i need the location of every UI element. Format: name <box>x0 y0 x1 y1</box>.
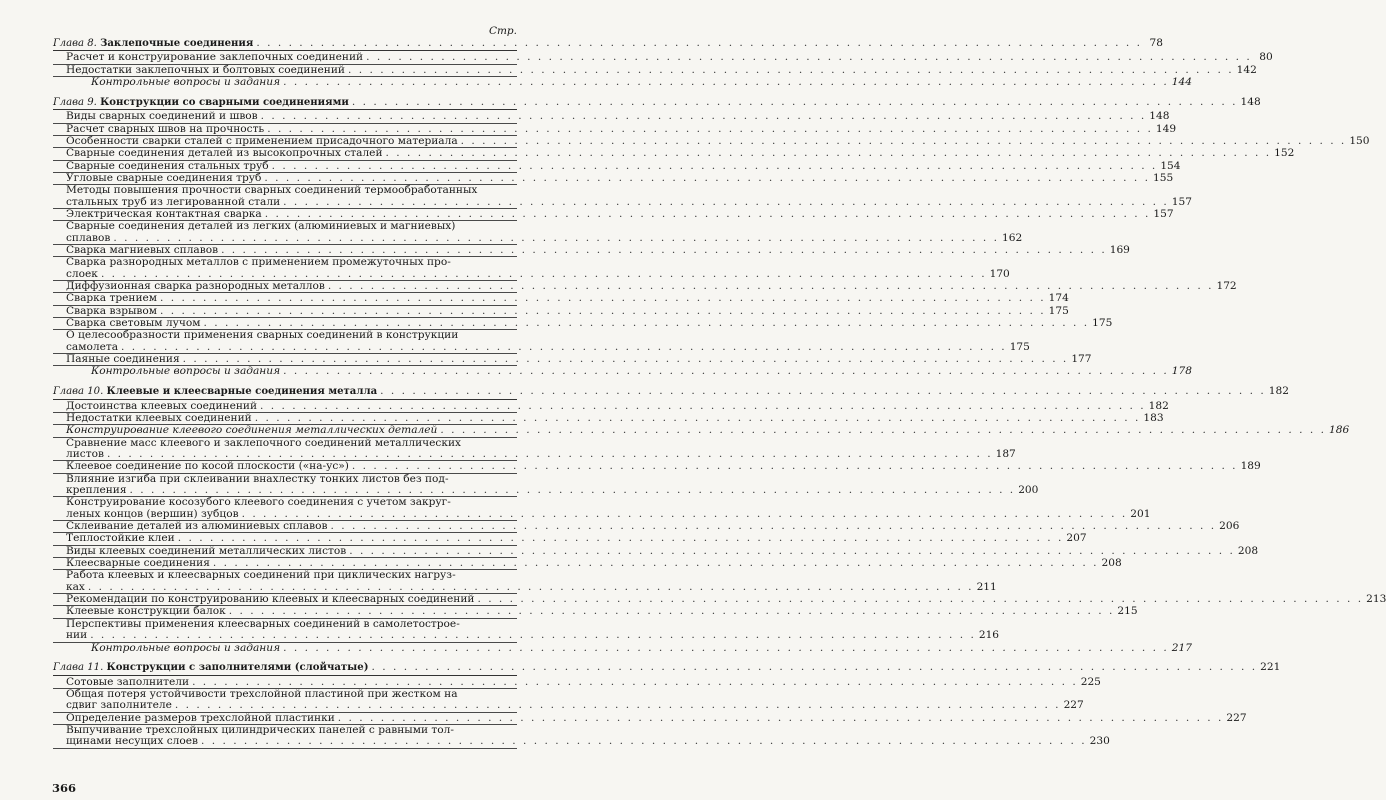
entry-page: 227 <box>1226 711 1247 724</box>
leader-dots <box>352 97 1238 108</box>
leader-dots <box>213 558 1099 569</box>
leader-dots <box>88 582 974 593</box>
entry-text: слоек <box>66 267 98 280</box>
entry-page: 152 <box>1274 147 1295 160</box>
leader-dots <box>175 700 1061 711</box>
toc-entry <box>53 147 1295 160</box>
entry-text: сплавов <box>66 231 111 244</box>
entry-text: стальных труб из легированной стали <box>66 195 281 208</box>
entry-page: 150 <box>1349 134 1370 147</box>
entry-text: сдвиг заполнителе <box>66 699 172 712</box>
entry-page: 215 <box>1117 605 1138 618</box>
toc-entry-line1: Конструирование косозубого клеевого соединения с учетом закруг- <box>66 496 451 509</box>
leader-dots <box>178 533 1064 544</box>
toc-entry <box>53 292 1069 305</box>
entry-page: 206 <box>1219 520 1240 533</box>
leader-dots <box>256 38 1142 49</box>
leader-dots <box>352 461 1238 472</box>
entry-page: 154 <box>1160 159 1181 172</box>
toc-entry-line1: Сварка разнородных металлов с применением промежуточных про- <box>66 256 451 269</box>
entry-page: 177 <box>1071 353 1092 366</box>
entry-text: щинами несущих слоев <box>66 735 198 748</box>
leader-dots <box>242 509 1128 520</box>
chapter-page: 148 <box>1240 95 1261 108</box>
chapter-prefix: Глава 8. <box>53 38 97 49</box>
entry-text: Определение размеров трехслойной пластинки <box>66 711 335 724</box>
leader-dots <box>267 124 1153 135</box>
page-column-header: Стр. <box>488 25 517 37</box>
leader-dots <box>130 485 1016 496</box>
chapter-title <box>53 95 1261 110</box>
entry-page: 155 <box>1153 171 1174 184</box>
toc-entry <box>53 76 1192 89</box>
leader-dots <box>477 594 1363 605</box>
entry-page: 175 <box>1092 317 1113 330</box>
leader-dots <box>338 713 1224 724</box>
leader-dots <box>265 209 1151 220</box>
entry-page: 186 <box>1329 424 1350 437</box>
toc-entry <box>53 110 1170 123</box>
entry-page: 162 <box>1002 231 1023 244</box>
leader-dots <box>348 65 1234 76</box>
toc-entry <box>53 365 1192 378</box>
entry-page: 208 <box>1101 557 1122 570</box>
entry-page: 217 <box>1171 641 1192 654</box>
entry-page: 178 <box>1171 365 1192 378</box>
toc-entry <box>53 532 1087 545</box>
entry-page: 213 <box>1366 593 1386 606</box>
leader-dots <box>328 281 1214 292</box>
toc-entry-line1: Сравнение масс клеевого и заклепочного соединений металлических <box>66 436 462 449</box>
entry-page: 208 <box>1237 544 1259 557</box>
chapter-prefix: Глава 10. <box>53 386 104 398</box>
entry-page: 157 <box>1153 207 1174 220</box>
entry-page: 207 <box>1066 532 1087 545</box>
toc-entry-line1: Перспективы применения клеесварных соединений в самолетострое- <box>66 617 460 630</box>
toc-entry-line1: О целесообразности применения сварных соединений в конструкции <box>66 329 459 342</box>
chapter-page: 182 <box>1268 385 1289 398</box>
chapter-prefix: Глава 11. <box>53 662 104 674</box>
entry-text: Сварные соединения деталей из высокопрочных сталей <box>66 147 383 160</box>
entry-text: Виды клеевых соединений металлических листов <box>66 544 347 557</box>
entry-text: Недостатки заклепочных и болтовых соединений <box>66 63 345 76</box>
entry-page: 157 <box>1171 195 1193 208</box>
leader-dots <box>101 269 987 280</box>
entry-page: 225 <box>1080 675 1101 688</box>
entry-page: 216 <box>978 629 1000 642</box>
entry-text: Паяные соединения <box>66 353 180 366</box>
entry-text: самолета <box>66 340 119 353</box>
entry-text: листов <box>66 448 104 460</box>
entry-text: Сварка трением <box>66 292 158 305</box>
entry-text: Особенности сварки сталей с применением присадочного материала <box>66 134 458 147</box>
leader-dots <box>386 148 1272 159</box>
entry-text: Рекомендации по конструированию клеевых и клеесварных соединений <box>66 593 475 606</box>
leader-dots <box>183 354 1069 365</box>
entry-text: Клеевые конструкции балок <box>66 605 226 618</box>
leader-dots <box>221 245 1107 256</box>
entry-text: Сотовые заполнители <box>66 675 190 688</box>
leader-dots <box>255 413 1141 424</box>
entry-page: 211 <box>976 580 997 593</box>
entry-text: ках <box>66 580 85 593</box>
table-of-contents <box>53 25 1386 757</box>
chapter-name: Конструкции с заполнителями (слойчатые) <box>106 662 369 674</box>
leader-dots <box>264 173 1150 184</box>
entry-page: 175 <box>1009 340 1030 353</box>
page-number: 366 <box>52 781 77 795</box>
toc-entry <box>53 424 1350 437</box>
entry-text: Виды сварных соединений и швов <box>66 110 258 123</box>
entry-page: 187 <box>995 448 1016 460</box>
leader-dots <box>113 233 999 244</box>
leader-dots <box>90 630 976 641</box>
entry-page: 169 <box>1109 244 1130 256</box>
leader-dots <box>330 521 1216 532</box>
toc-entry <box>53 629 1000 642</box>
leader-dots <box>380 386 1266 397</box>
entry-page: 170 <box>989 267 1010 280</box>
leader-dots <box>283 366 1169 377</box>
toc-entry <box>53 699 1084 712</box>
leader-dots <box>107 449 993 460</box>
entry-text: Сварка световым лучом <box>66 317 201 330</box>
entry-text: нии <box>66 629 88 642</box>
entry-page: 200 <box>1018 484 1039 497</box>
leader-dots <box>283 197 1169 208</box>
toc-entry <box>53 605 1138 618</box>
chapter-section <box>53 95 1370 378</box>
entry-page: 175 <box>1048 304 1069 317</box>
entry-page: 80 <box>1259 51 1273 64</box>
entry-page: 144 <box>1171 76 1192 89</box>
leader-dots <box>260 401 1146 412</box>
entry-page: 174 <box>1048 292 1069 305</box>
toc-body <box>53 37 1386 749</box>
entry-text: Достоинства клеевых соединений <box>66 399 258 412</box>
entry-page: 227 <box>1063 699 1084 712</box>
chapter-name: Заклепочные соединения <box>100 38 254 49</box>
chapter-title <box>53 385 1289 399</box>
entry-text: крепления <box>66 484 127 497</box>
chapter-prefix: Глава 9. <box>53 96 97 108</box>
leader-dots <box>461 136 1347 147</box>
chapter-section <box>53 385 1386 654</box>
toc-entry-line1: Сварные соединения деталей из легких (алюминиевых и магниевых) <box>66 220 456 233</box>
toc-entry <box>53 735 1110 748</box>
leader-dots <box>229 606 1115 617</box>
leader-dots <box>160 293 1046 304</box>
entry-text: Диффузионная сварка разнородных металлов <box>66 280 325 293</box>
entry-page: 230 <box>1089 735 1110 748</box>
entry-text: Склеивание деталей из алюминиевых сплавов <box>66 520 328 533</box>
entry-page: 142 <box>1236 63 1257 76</box>
toc-entry-line1: Методы повышения прочности сварных соединений термообработанных <box>66 184 478 197</box>
entry-text: Клеевое соединение по косой плоскости («на-ус») <box>66 460 349 473</box>
toc-entry-line1: Выпучивание трехслойных цилиндрических панелей с равными тол- <box>66 724 454 737</box>
leader-dots <box>201 736 1087 747</box>
toc-entry <box>53 51 1273 64</box>
entry-text: Клеесварные соединения <box>66 557 210 570</box>
leader-dots <box>121 342 1007 353</box>
chapter-name: Конструкции со сварными соединениями <box>100 96 349 108</box>
entry-text: Недостатки клеевых соединений <box>66 411 252 424</box>
leader-dots <box>192 677 1078 688</box>
chapter-title <box>53 661 1281 675</box>
chapter-name: Клеевые и клеесварные соединения металла <box>106 386 378 398</box>
leader-dots <box>283 77 1169 88</box>
toc-entry-line1: Общая потеря устойчивости трехслойной пластиной при жестком на <box>66 688 458 701</box>
toc-entry-line1: Работа клеевых и клеесварных соединений при циклических нагруз- <box>66 569 456 582</box>
leader-dots <box>261 111 1147 122</box>
toc-entry <box>53 641 1192 654</box>
entry-page: 201 <box>1130 507 1151 520</box>
entry-text: Электрическая контактная сварка <box>66 207 262 220</box>
entry-page: 172 <box>1216 280 1237 293</box>
leader-dots <box>366 52 1252 63</box>
entry-text: Конструирование клеевого соединения металлических деталей <box>66 424 438 437</box>
leader-dots <box>349 546 1235 557</box>
chapter-page: 78 <box>1149 37 1163 49</box>
entry-text: Угловые сварные соединения труб <box>66 171 262 184</box>
chapter-title <box>53 37 1163 51</box>
entry-page: 189 <box>1240 460 1261 473</box>
chapter-section <box>53 661 1281 748</box>
entry-text: Расчет и конструирование заклепочных соединений <box>66 51 364 64</box>
leader-dots <box>203 318 1089 329</box>
entry-text: Контрольные вопросы и задания <box>91 76 281 89</box>
entry-page: 149 <box>1155 122 1177 135</box>
entry-text: Сварные соединения стальных труб <box>66 159 269 172</box>
leader-dots <box>372 662 1258 673</box>
leader-dots <box>440 425 1326 436</box>
leader-dots <box>283 643 1169 654</box>
entry-text: Сварка магниевых сплавов <box>66 244 219 256</box>
entry-text: Теплостойкие клеи <box>66 532 175 545</box>
entry-text: Контрольные вопросы и задания <box>91 365 281 378</box>
toc-entry-line1: Влияние изгиба при склеивании внахлестку тонких листов без под- <box>66 472 449 485</box>
entry-text: леных концов (вершин) зубцов <box>66 507 239 520</box>
entry-text: Сварка взрывом <box>66 304 158 317</box>
chapter-page: 221 <box>1260 661 1281 674</box>
entry-page: 182 <box>1148 399 1169 412</box>
leader-dots <box>160 306 1046 317</box>
toc-entry <box>53 460 1261 473</box>
entry-page: 148 <box>1149 110 1170 123</box>
chapter-section <box>53 37 1273 89</box>
entry-text: Контрольные вопросы и задания <box>91 641 281 654</box>
entry-page: 183 <box>1143 411 1164 424</box>
entry-text: Расчет сварных швов на прочность <box>66 122 265 135</box>
leader-dots <box>272 161 1158 172</box>
